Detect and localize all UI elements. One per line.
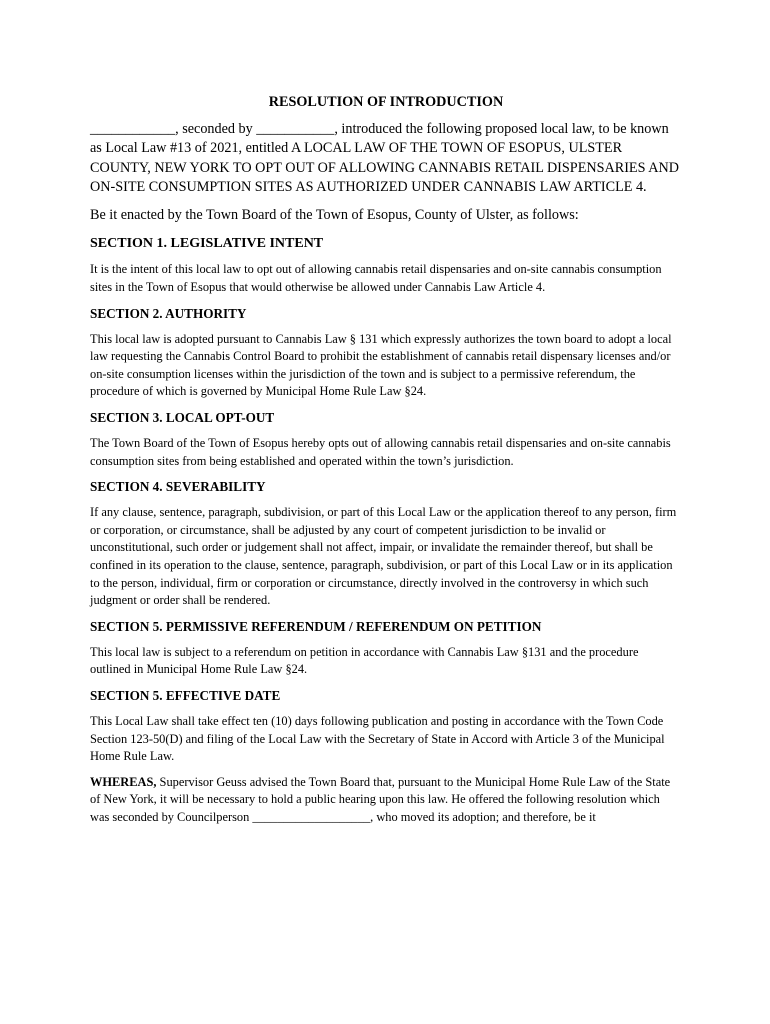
whereas-text: Supervisor Geuss advised the Town Board that, pursuant to the Municipal Home Rule Law of the State of New York, it will be necessary to hold a public hearing upon this law. He offered the following resolution which was seconded by Councilperson ___________________, who moved its adoption; and therefore, be it [90,774,671,824]
whereas-label: WHEREAS, [90,774,157,789]
section-body: This local law is subject to a referendum on petition in accordance with Cannabis Law §131 and the procedure outlined in Municipal Home Rule Law §24. [90,644,639,677]
section-local-opt-out [90,409,682,470]
section-permissive-referendum [90,618,682,679]
section-heading: SECTION 3. LOCAL OPT-OUT [90,410,275,426]
section-heading: SECTION 4. SEVERABILITY [90,479,266,495]
whereas-paragraph [90,774,682,827]
section-body: It is the intent of this local law to opt out of allowing cannabis retail dispensaries and on-site cannabis consumption sites in the Town of Esopus that would otherwise be allowed under Cannabis Law Article 4. [90,262,662,295]
section-body: If any clause, sentence, paragraph, subdivision, or part of this Local Law or the application thereof to any person, firm or corporation, or circumstance, shall be adjusted by any court of competent jurisdiction to be invalid or unconstitutional, such order or judgement shall not affect, impair, or invalidate the remainder thereof, but shall be confined in its operation to the clause, sentence, paragraph, subdivision, or part of this Local Law or in its application to the person, individual, firm or corporation or circumstance, directly involved in the controversy in which such judgment or order shall be rendered. [90,505,677,608]
section-heading: SECTION 1. LEGISLATIVE INTENT [90,236,324,252]
section-body: This Local Law shall take effect ten (10) days following publication and posting in accordance with the Town Code Section 123-50(D) and filing of the Local Law with the Secretary of State in Accord with Article 3 of the Municipal Home Rule Law. [90,713,665,764]
section-authority [90,305,682,401]
section-body: The Town Board of the Town of Esopus hereby opts out of allowing cannabis retail dispensaries and on-site cannabis consumption sites from being established and operated within the town’s jurisdiction. [90,436,671,468]
section-effective-date [90,687,682,766]
section-heading: SECTION 5. EFFECTIVE DATE [90,687,281,703]
section-heading: SECTION 5. PERMISSIVE REFERENDUM / REFERENDUM ON PETITION [90,618,542,634]
enactment-clause: Be it enacted by the Town Board of the Town of Esopus, County of Ulster, as follows: [90,207,579,224]
section-heading: SECTION 2. AUTHORITY [90,305,247,321]
section-legislative-intent [90,234,682,296]
introduction-paragraph: ____________, seconded by ___________, introduced the following proposed local law, to be known as Local Law #13 of 2021, entitled A LOCAL LAW OF THE TOWN OF ESOPUS, ULSTER COUNTY, NEW YORK TO OPT OUT OF ALLOWING CANNABIS RETAIL DISPENSARIES AND ON-SITE CONSUMPTION SITES AS AUTHORIZED UNDER CANNABIS LAW ARTICLE 4. [90,121,679,195]
section-body: This local law is adopted pursuant to Cannabis Law § 131 which expressly authorizes the town board to adopt a local law requesting the Cannabis Control Board to prohibit the establishment of cannabis retail dispensary licenses and/or on-site consumption licenses within the jurisdiction of the town and is subject to a permissive referendum, the procedure of which is governed by Municipal Home Rule Law §24. [90,331,672,399]
document-page [90,92,682,835]
document-title: RESOLUTION OF INTRODUCTION [268,94,504,110]
section-severability [90,478,682,610]
